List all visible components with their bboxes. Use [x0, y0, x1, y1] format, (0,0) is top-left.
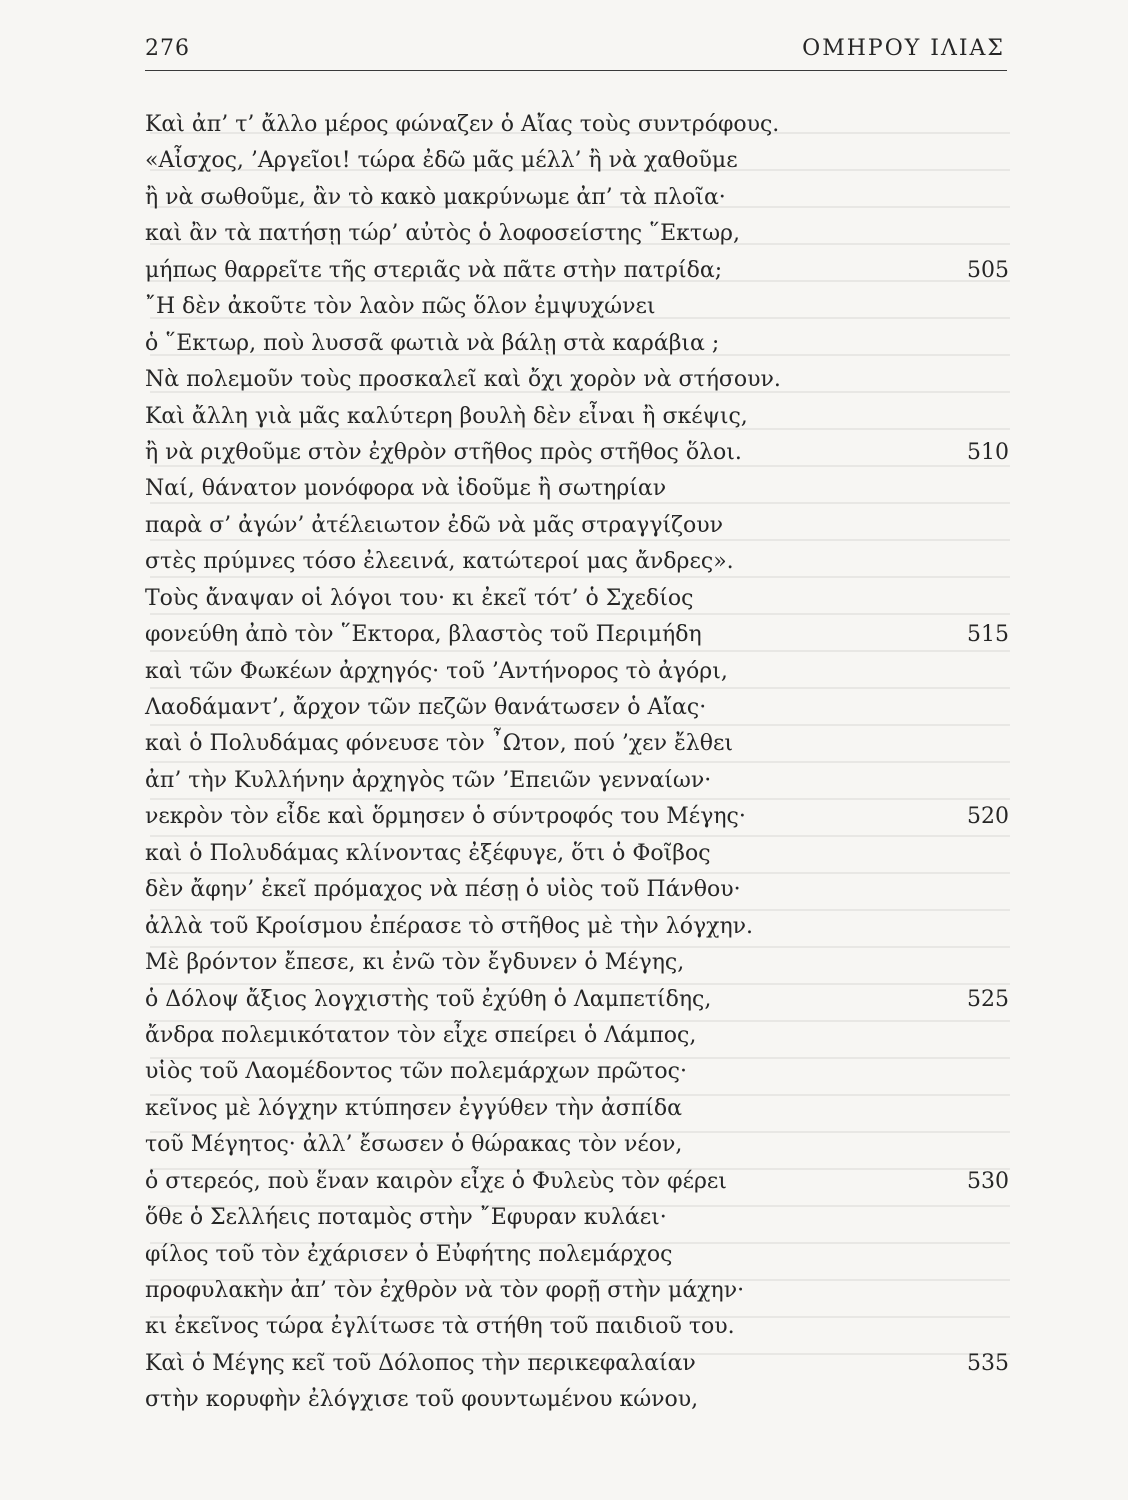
- verse-line: [145, 982, 1009, 1018]
- verse-text: νεκρὸν τὸν εἶδε καὶ ὅρμησεν ὁ σύντροφός του Μέγης·: [145, 804, 746, 830]
- verse-text: ὁ Δόλοψ ἄξιος λογχιστὴς τοῦ ἐχύθη ὁ Λαμπετίδης,: [145, 986, 712, 1012]
- verse-line: [145, 617, 1009, 653]
- verse-text: Καὶ ἀπ’ τ’ ἄλλο μέρος φώναζεν ὁ Αἴας τοὺς συντρόφους.: [145, 112, 780, 137]
- verse-text: στὲς πρύμνες τόσο ἐλεεινά, κατώτεροί μας ἄνδρες».: [145, 549, 734, 575]
- verse-line: [145, 726, 1009, 762]
- verse-text: καὶ ἂν τὰ πατήσῃ τώρ’ αὐτὸς ὁ λοφοσείστης ῞Εκτωρ,: [145, 221, 740, 247]
- verse-text: Λαοδάμαντ’, ἄρχον τῶν πεζῶν θανάτωσεν ὁ Αἴας·: [145, 695, 707, 720]
- verse-text: ὁ στερεός, ποὺ ἕναν καιρὸν εἶχε ὁ Φυλεὺς τὸν φέρει: [145, 1168, 727, 1194]
- verse-line: [145, 289, 1009, 325]
- verse-text: ὅθε ὁ Σελλήεις ποταμὸς στὴν ῎Εφυραν κυλάει·: [145, 1205, 667, 1231]
- verse-text: υἱὸς τοῦ Λαομέδοντος τῶν πολεμάρχων πρῶτος·: [145, 1059, 687, 1085]
- line-number: 505: [967, 257, 1009, 283]
- verse-line: [145, 143, 1009, 179]
- verse-text: μήπως θαρρεῖτε τῆς στεριᾶς νὰ πᾶτε στὴν πατρίδα;: [145, 257, 723, 283]
- verse-text: ἢ νὰ ριχθοῦμε στὸν ἐχθρὸν στῆθος πρὸς στῆθος ὅλοι.: [145, 439, 742, 465]
- verse-text: «Αἶσχος, ’Αργεῖοι! τώρα ἐδῶ μᾶς μέλλ’ ἢ νὰ χαθοῦμε: [145, 148, 738, 174]
- verse-text: ῎Η δὲν ἀκοῦτε τὸν λαὸν πῶς ὅλον ἐμψυχώνει: [145, 294, 656, 320]
- verse-text: ἀλλὰ τοῦ Κροίσμου ἐπέρασε τὸ στῆθος μὲ τὴν λόγχην.: [145, 913, 754, 939]
- verse-line: [145, 216, 1009, 252]
- verse-line: [145, 690, 1009, 726]
- verse-line: [145, 945, 1009, 981]
- verse-line: [145, 1164, 1009, 1200]
- verse-text: τοῦ Μέγητος· ἀλλ’ ἔσωσεν ὁ θώρακας τὸν νέον,: [145, 1132, 683, 1158]
- verse-line: [145, 326, 1009, 362]
- verse-line: [145, 1054, 1009, 1090]
- verse-line: [145, 399, 1009, 435]
- verse-line: [145, 1127, 1009, 1163]
- verse-text: ἢ νὰ σωθοῦμε, ἂν τὸ κακὸ μακρύνωμε ἀπ’ τὰ πλοῖα·: [145, 184, 726, 210]
- verse-line: [145, 872, 1009, 908]
- verse-line: [145, 763, 1009, 799]
- verse-line: [145, 909, 1009, 945]
- running-title: ΟΜΗΡΟΥ ΙΛΙΑΣ: [802, 36, 1005, 61]
- verse-line: [145, 581, 1009, 617]
- verse-line: [145, 508, 1009, 544]
- verse-line: [145, 362, 1009, 398]
- verse-text: Τοὺς ἄναψαν οἱ λόγοι του· κι ἐκεῖ τότ’ ὁ Σχεδίος: [145, 585, 694, 611]
- verse-line: [145, 1309, 1009, 1345]
- verse-line: [145, 1273, 1009, 1309]
- verse-text: Καὶ ὁ Μέγης κεῖ τοῦ Δόλοπος τὴν περικεφαλαίαν: [145, 1350, 696, 1376]
- verse-text: Μὲ βρόντον ἔπεσε, κι ἐνῶ τὸν ἔγδυνεν ὁ Μέγης,: [145, 950, 685, 976]
- header-rule: [145, 70, 1007, 71]
- verse-text: καὶ τῶν Φωκέων ἀρχηγός· τοῦ ’Αντήνορος τὸ ἀγόρι,: [145, 658, 728, 684]
- verse-line: [145, 471, 1009, 507]
- verse-line: [145, 544, 1009, 580]
- verse-text: ὁ ῞Εκτωρ, ποὺ λυσσᾶ φωτιὰ νὰ βάλῃ στὰ καράβια ;: [145, 330, 720, 356]
- verse-line: [145, 1018, 1009, 1054]
- verse-line: [145, 1091, 1009, 1127]
- line-number: 530: [967, 1168, 1009, 1194]
- verse-line: [145, 1237, 1009, 1273]
- verse-line: [145, 1200, 1009, 1236]
- verse-line: [145, 1382, 1009, 1418]
- verse-text: Καὶ ἄλλη γιὰ μᾶς καλύτερη βουλὴ δὲν εἶναι ἢ σκέψις,: [145, 403, 748, 429]
- line-number: 525: [967, 986, 1009, 1012]
- verse-text: Νὰ πολεμοῦν τοὺς προσκαλεῖ καὶ ὄχι χορὸν νὰ στήσουν.: [145, 367, 781, 393]
- line-number: 510: [967, 439, 1009, 465]
- verse-text: καὶ ὁ Πολυδάμας κλίνοντας ἐξέφυγε, ὅτι ὁ Φοῖβος: [145, 840, 711, 866]
- verse-line: [145, 180, 1009, 216]
- verse-line: [145, 654, 1009, 690]
- verse-text: φονεύθη ἀπὸ τὸν ῞Εκτορα, βλαστὸς τοῦ Περιμήδη: [145, 622, 702, 648]
- verse-text: Ναί, θάνατον μονόφορα νὰ ἰδοῦμε ἢ σωτηρίαν: [145, 476, 667, 502]
- page-number: 276: [145, 36, 190, 61]
- verse-text: ἀπ’ τὴν Κυλλήνην ἀρχηγὸς τῶν ’Επειῶν γενναίων·: [145, 767, 712, 793]
- verse-line: [145, 799, 1009, 835]
- verse-line: [145, 1346, 1009, 1382]
- verse-text: κι ἐκεῖνος τώρα ἐγλίτωσε τὰ στήθη τοῦ παιδιοῦ του.: [145, 1314, 735, 1340]
- verse-text: δὲν ἄφην’ ἐκεῖ πρόμαχος νὰ πέσῃ ὁ υἱὸς τοῦ Πάνθου·: [145, 877, 741, 903]
- verse-text: παρὰ σ’ ἀγών’ ἀτέλειωτον ἐδῶ νὰ μᾶς στραγγίζουν: [145, 512, 724, 538]
- verse-text: κεῖνος μὲ λόγχην κτύπησεν ἐγγύθεν τὴν ἀσπίδα: [145, 1095, 683, 1121]
- verse-line: [145, 253, 1009, 289]
- verse-text: στὴν κορυφὴν ἐλόγχισε τοῦ φουντωμένου κώνου,: [145, 1387, 699, 1413]
- verse-line: [145, 435, 1009, 471]
- line-number: 520: [967, 804, 1009, 830]
- line-number: 535: [967, 1350, 1009, 1376]
- page-header: [145, 36, 1005, 70]
- verse-text: ἄνδρα πολεμικότατον τὸν εἶχε σπείρει ὁ Λάμπος,: [145, 1022, 697, 1048]
- verse-block: [145, 107, 1009, 1419]
- verse-text: καὶ ὁ Πολυδάμας φόνευσε τὸν ῏Ωτον, πού ’χεν ἔλθει: [145, 731, 733, 757]
- line-number: 515: [967, 622, 1009, 648]
- verse-text: προφυλακὴν ἀπ’ τὸν ἐχθρὸν νὰ τὸν φορῇ στὴν μάχην·: [145, 1278, 745, 1303]
- verse-text: φίλος τοῦ τὸν ἐχάρισεν ὁ Εὐφήτης πολεμάρχος: [145, 1241, 673, 1267]
- verse-line: [145, 107, 1009, 143]
- verse-line: [145, 836, 1009, 872]
